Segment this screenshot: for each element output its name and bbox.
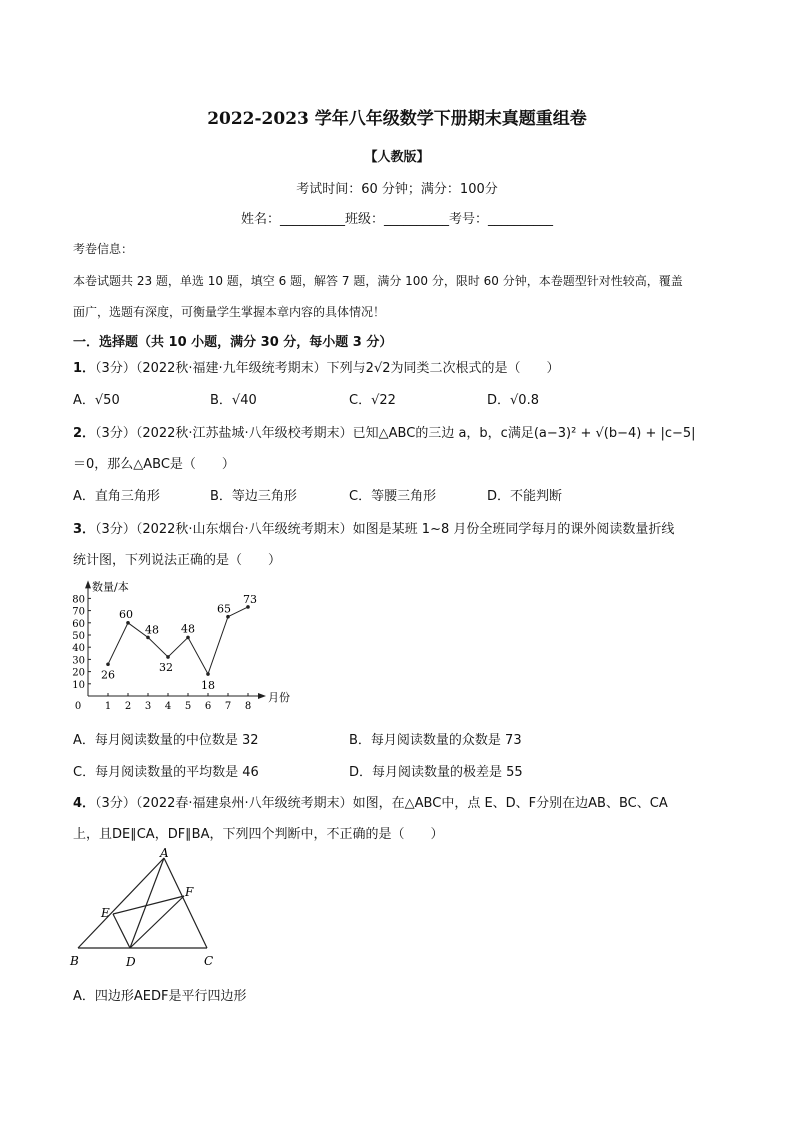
section-heading: 一．选择题（共 10 小题，满分 30 分，每小题 3 分） bbox=[73, 335, 393, 350]
q2-option-a: A．直角三角形 bbox=[73, 489, 160, 504]
data-point bbox=[186, 636, 190, 640]
q2-option-d: D．不能判断 bbox=[487, 489, 563, 504]
q2-option-c: C．等腰三角形 bbox=[349, 489, 437, 504]
question-2 bbox=[73, 422, 696, 441]
q1-option-a: A．√50 bbox=[73, 393, 120, 408]
x-tick-label: 8 bbox=[244, 701, 252, 712]
question-number: 2． bbox=[73, 426, 96, 441]
q1-option-b: B．√40 bbox=[210, 393, 257, 408]
x-axis-arrow bbox=[258, 693, 266, 699]
question-3 bbox=[73, 518, 674, 537]
triangle-figure bbox=[64, 846, 224, 972]
segment-de bbox=[113, 914, 130, 948]
exam-info-line: 考试时间：60 分钟；满分：100分 bbox=[296, 182, 498, 197]
side-ab bbox=[78, 858, 164, 948]
question-1 bbox=[73, 357, 560, 376]
segment-df bbox=[130, 896, 184, 948]
question-number: 1． bbox=[73, 361, 96, 376]
label-d: D bbox=[126, 955, 136, 969]
q1-option-c: C．√22 bbox=[349, 393, 396, 408]
y-axis-label: 数量/本 bbox=[92, 580, 129, 594]
x-tick-label: 0 bbox=[74, 701, 82, 712]
q3-option-c: C．每月阅读数量的平均数是 46 bbox=[73, 765, 259, 780]
y-tick-label: 30 bbox=[72, 655, 85, 667]
data-point bbox=[106, 662, 110, 666]
q2-option-b: B．等边三角形 bbox=[210, 489, 297, 504]
x-axis-label: 月份 bbox=[268, 691, 290, 704]
data-point bbox=[166, 655, 170, 659]
data-label: 26 bbox=[101, 668, 115, 682]
data-label: 18 bbox=[201, 679, 215, 693]
x-tick-label: 4 bbox=[164, 701, 172, 712]
question-text-line-1: （3分）（2022秋·江苏盐城·八年级校考期末）已知△ABC的三边 a，b，c满足(a−3)² + √(b−4) + |c−5| bbox=[95, 426, 696, 441]
x-tick-label: 1 bbox=[104, 701, 112, 712]
q4-option-a: A．四边形AEDF是平行四边形 bbox=[73, 989, 247, 1004]
y-tick-label: 10 bbox=[72, 679, 85, 691]
label-c: C bbox=[204, 954, 214, 968]
x-tick-label: 7 bbox=[224, 701, 232, 712]
question-number: 4． bbox=[73, 796, 96, 811]
y-tick-label: 20 bbox=[72, 667, 85, 679]
segment-ad bbox=[130, 858, 164, 948]
data-point bbox=[126, 621, 130, 625]
intro-line-2: 面广，选题有深度，可衡量学生掌握本章内容的具体情况！ bbox=[73, 305, 386, 319]
q3-option-d: D．每月阅读数量的极差是 55 bbox=[349, 765, 523, 780]
question-text-line-2: ＝0，那么△ABC是（ ） bbox=[73, 457, 235, 472]
y-axis-arrow bbox=[85, 580, 91, 588]
x-tick-label: 2 bbox=[124, 701, 132, 712]
x-tick-label: 5 bbox=[184, 701, 192, 712]
label-f: F bbox=[185, 885, 194, 899]
reading-line-chart bbox=[62, 576, 302, 716]
data-label: 60 bbox=[119, 607, 133, 621]
y-tick-label: 60 bbox=[72, 618, 85, 630]
data-label: 65 bbox=[217, 602, 231, 616]
x-tick-label: 6 bbox=[204, 701, 212, 712]
question-text-line-2: 上，且DE∥CA，DF∥BA，下列四个判断中，不正确的是（ ） bbox=[73, 827, 444, 842]
side-ca bbox=[164, 858, 207, 948]
student-fields: 姓名：__________班级：__________考号：__________ bbox=[240, 212, 553, 227]
y-tick-label: 40 bbox=[72, 643, 85, 655]
y-tick-label: 70 bbox=[72, 606, 85, 618]
intro-label: 考卷信息： bbox=[73, 242, 134, 256]
data-label: 48 bbox=[181, 622, 195, 636]
data-label: 73 bbox=[243, 592, 257, 606]
data-point bbox=[206, 672, 210, 676]
intro-line-1: 本卷试题共 23 题，单选 10 题，填空 6 题，解答 7 题，满分 100 分，限时 60 分钟，本卷题型针对性较高，覆盖 bbox=[73, 274, 683, 288]
question-text-line-1: （3分）（2022秋·山东烟台·八年级统考期末）如图是某班 1~8 月份全班同学每月的课外阅读数量折线 bbox=[95, 522, 675, 537]
q3-option-b: B．每月阅读数量的众数是 73 bbox=[349, 733, 522, 748]
y-tick-label: 50 bbox=[72, 631, 85, 642]
question-text-line-2: 统计图，下列说法正确的是（ ） bbox=[73, 553, 282, 568]
label-a: A bbox=[160, 846, 169, 860]
question-text: （3分）（2022秋·福建·九年级统考期末）下列与2√2为同类二次根式的是（ ） bbox=[95, 361, 560, 376]
page-title: 2022-2023 学年八年级数学下册期末真题重组卷 bbox=[207, 109, 587, 129]
data-label: 48 bbox=[145, 623, 159, 637]
question-4 bbox=[73, 792, 668, 811]
label-e: E bbox=[101, 906, 110, 920]
data-label: 32 bbox=[159, 660, 173, 674]
y-tick-label: 80 bbox=[72, 594, 85, 606]
label-b: B bbox=[70, 954, 79, 968]
question-text-line-1: （3分）（2022春·福建泉州·八年级统考期末）如图，在△ABC中，点 E、D、F分别在边AB、BC、CA bbox=[95, 796, 668, 811]
edition-label: 【人教版】 bbox=[364, 150, 430, 165]
x-tick-label: 3 bbox=[144, 701, 152, 712]
question-number: 3． bbox=[73, 522, 96, 537]
q1-option-d: D．√0.8 bbox=[487, 393, 539, 408]
q3-option-a: A．每月阅读数量的中位数是 32 bbox=[73, 733, 259, 748]
